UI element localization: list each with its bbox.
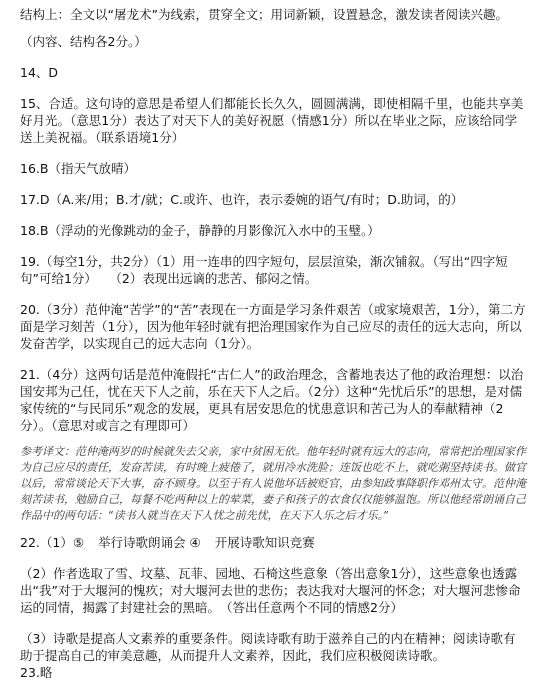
answer-22-option-b: 开展诗歌知识竞赛: [214, 535, 315, 550]
answer-17: 17.D（A.来/用；B.才/就；C.或许、也许，表示委婉的语气/有时；D.助词，的）: [20, 192, 464, 207]
answer-22-option-a: 举行诗歌朗诵会 ④: [98, 535, 201, 550]
answer-22-2: （2）作者选取了雪、坟墓、瓦菲、园地、石椅这些意象（答出意象1分），这些意象也透露出“我”对于大堰河的愧疚；对大堰河去世的悲伤；表达我对大堰河的怀念；对大堰河悲惨命运的同情，揭露了封建社会的黑暗。 （答出任意两个不同的情感2分）: [20, 566, 521, 615]
answer-22-3: （3）诗歌是提高人文素养的重要条件。阅读诗歌有助于滋养自己的内在精神；阅读诗歌有助于提高自己的审美意趣，从而提升人文素养，因此，我们应积极阅读诗歌。: [20, 631, 516, 663]
answer-22-number: 22.（1）⑤: [20, 535, 85, 550]
structure-answer: 结构上：全文以“屠龙术”为线索，贯穿全文；用词新颖，设置悬念，激发读者阅读兴趣。: [20, 7, 508, 22]
reference-translation: 参考译文：范仲淹两岁的时候就失去父亲，家中贫困无依。他年轻时就有远大的志向，常常把治理国家作为自己应尽的责任，发奋苦读，有时晚上疲倦了，就用冷水洗脸；连饭也吃不上，就吃粥坚持读书。做官以后，常常谈论天下大事，奋不顾身。以至于有人说他坏话被贬官，由参知政事降职作邓州太守。范仲淹刻苦读书，勉励自己，每餐不吃两种以上的荤菜，妻子和孩子的衣食仅仅能够温饱。所以他经常朗诵自己作品中的两句话：“读书人就当在天下人忧之前先忧，在天下人乐之后才乐。”: [20, 445, 526, 522]
answer-23: 23.略: [20, 665, 53, 680]
content-score-note: （内容、结构各2分。）: [20, 34, 147, 49]
answer-21: 21.（4分）这两句话是范仲淹假托“古仁人”的政治理念，含蓄地表达了他的政治理想：以治国安邦为己任，忧在天下人之前，乐在天下人之后。（2分）这种“先忧后乐”的思想，是对儒家传统的“与民同乐”观念的发展，更具有居安思危的忧患意识和苦己为人的奉献精神（2分）。（意思对或言之有理即可）: [20, 367, 524, 433]
answer-19: 19.（每空1分，共2分）（1）用一连串的四字短句，层层渲染，渐次铺叙。（写出“四字短句”可给1分） （2）表现出远谪的悲苦、郁闷之情。: [20, 254, 508, 286]
answer-14: 14、D: [20, 65, 59, 80]
answer-18: 18.B（浮动的光像跳动的金子，静静的月影像沉入水中的玉璧。）: [20, 223, 380, 238]
answer-22-1: [20, 534, 526, 551]
answer-20: 20.（3分）范仲淹“苦学”的“苦”表现在一方面是学习条件艰苦（或家境艰苦，1分），第二方面是学习刻苦（1分），因为他年轻时就有把治理国家作为自己应尽的责任的远大志向，所以发奋苦学，以实现自己的远大志向（1分）。: [20, 302, 526, 351]
answer-16: 16.B（指天气放晴）: [20, 161, 136, 176]
answer-15: 15、合适。这句诗的意思是希望人们都能长长久久，圆圆满满，即使相隔千里，也能共享美好月光。（意思1分）表达了对天下人的美好祝愿（情感1分）所以在毕业之际，应该给同学送上美祝福。（联系语境1分）: [20, 96, 524, 145]
